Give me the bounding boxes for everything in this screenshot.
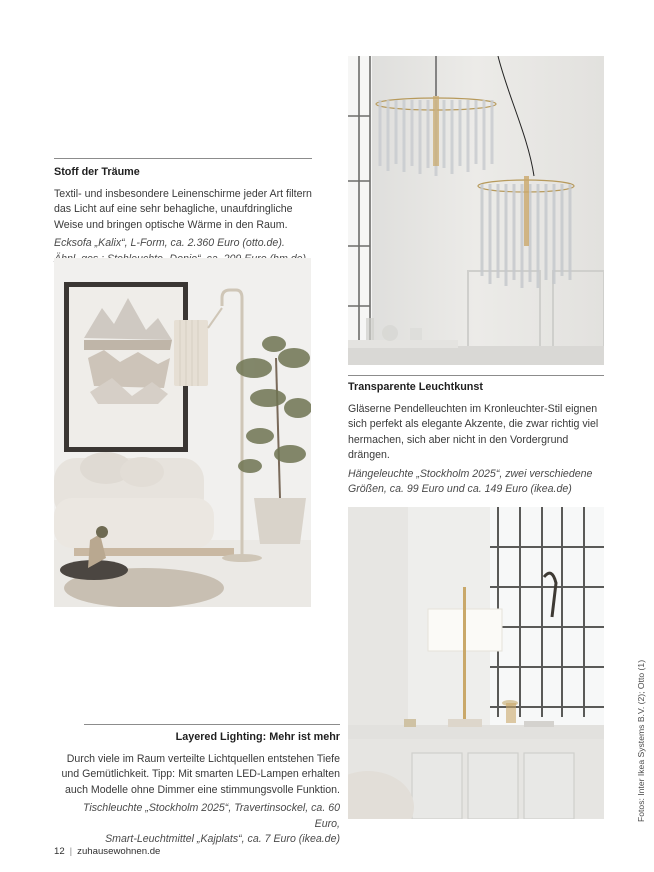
caption-line: Tischleuchte „Stockholm 2025“, Travertinsockel, ca. 60 Euro, bbox=[82, 802, 340, 830]
section-title: Transparente Leuchtkunst bbox=[348, 381, 483, 393]
photo-glass-chandeliers bbox=[348, 56, 604, 365]
photo-credit: Fotos: Inter Ikea Systems B.V. (2); Otto (1) bbox=[636, 659, 646, 822]
photo-living-room-sofa bbox=[54, 258, 311, 607]
section-stoff bbox=[54, 165, 316, 267]
section-body: Textil- und insbesondere Leinenschirme jeder Art filtern das Licht auf eine sehr behagliche, unaufdringliche Weise und bringen optische Wärme in den Raum. bbox=[54, 187, 312, 231]
page-footer bbox=[54, 846, 160, 857]
caption-line: Ecksofa „Kalix“, L-Form, ca. 2.360 Euro (otto.de). bbox=[54, 237, 285, 249]
section-layered-lighting bbox=[60, 730, 340, 848]
caption-line: Smart-Leuchtmittel „Kajplats“, ca. 7 Euro (ikea.de) bbox=[105, 833, 340, 845]
section-title: Layered Lighting: Mehr ist mehr bbox=[175, 731, 340, 743]
section-title: Stoff der Träume bbox=[54, 166, 140, 178]
product-caption bbox=[60, 801, 340, 848]
website-link[interactable]: zuhausewohnen.de bbox=[77, 846, 161, 857]
section-divider-left bbox=[54, 158, 312, 159]
section-divider-bottom bbox=[84, 724, 340, 725]
photo-table-lamp-window bbox=[348, 507, 604, 819]
product-caption: Hängeleuchte „Stockholm 2025“, zwei verschiedene Größen, ca. 99 Euro und ca. 149 Euro (ikea.de) bbox=[348, 467, 593, 495]
section-body: Durch viele im Raum verteilte Lichtquellen entstehen Tiefe und Gemütlichkeit. Tipp: Mit smarten LED-Lampen erhalten auch Modelle ohne Dimmer eine stimmungsvolle Funktion. bbox=[61, 752, 340, 796]
section-body: Gläserne Pendelleuchten im Kronleuchter-Stil eignen sich perfekt als elegante Akzente, die zwar richtig viel hermachen, sich aber nicht in den Vordergrund drängen. bbox=[348, 402, 599, 461]
footer-separator: | bbox=[69, 846, 73, 857]
section-divider-right bbox=[348, 375, 604, 376]
section-transparente bbox=[348, 380, 610, 498]
page-number: 12 bbox=[54, 846, 65, 857]
